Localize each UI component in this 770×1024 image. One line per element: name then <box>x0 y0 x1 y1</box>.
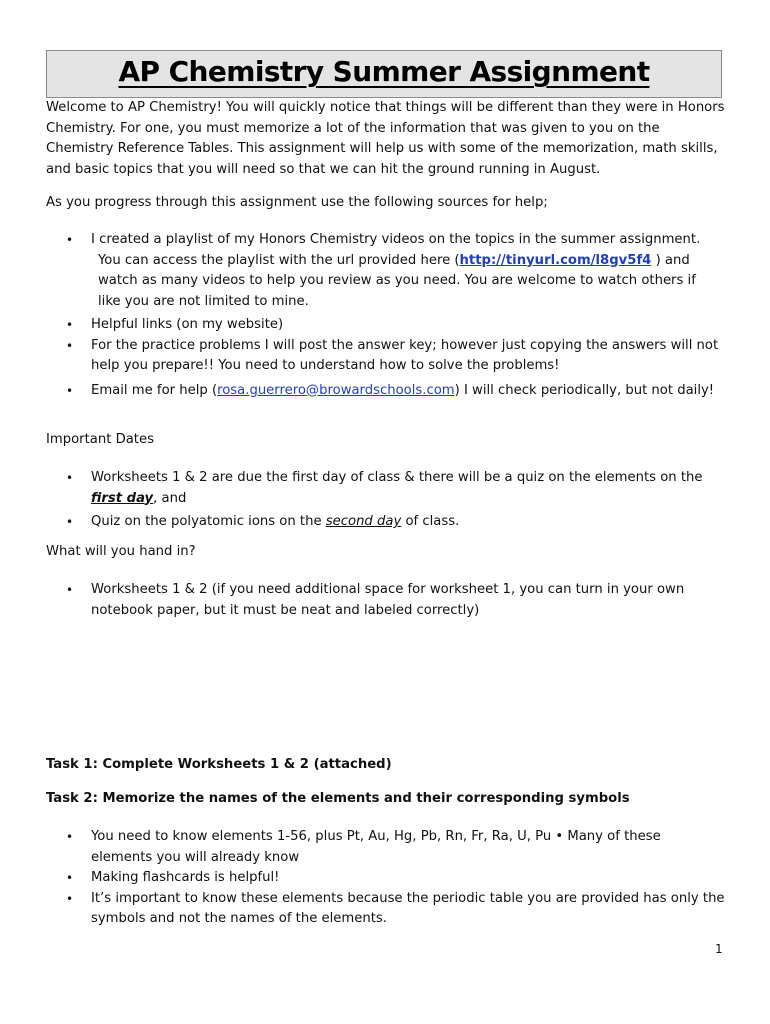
email-text-2: ) I will check periodically, but not daily! <box>454 382 715 398</box>
date-text: Worksheets 1 & 2 are due the first day of class & there will be a quiz on the elements on the <box>91 470 703 485</box>
date-emphasis: first day <box>91 490 154 506</box>
task-1 <box>46 755 726 776</box>
task-2-item: You need to know elements 1-56, plus Pt, Au, Hg, Pb, Rn, Fr, Ra, U, Pu • Many of these elements you will already know <box>91 829 661 865</box>
practice-text: For the practice problems I will post the answer key; however just copying the answers will not help you prepare!! You need to understand how to solve the problems! <box>91 337 719 373</box>
task-2-text: Task 2: Memorize the names of the elements and their corresponding symbols <box>46 791 630 806</box>
helpful-links-text: Helpful links (on my website) <box>91 317 284 332</box>
dates-list <box>46 468 726 533</box>
email-link[interactable]: rosa.guerrero@browardschools.com <box>217 382 455 398</box>
playlist-text-4: watch as many videos to help you review as you need. You are welcome to watch others if <box>98 273 696 288</box>
bullet-icon: • <box>66 471 74 485</box>
playlist-text-2: You can access the playlist with the url provided here ( <box>98 252 460 268</box>
handin-list <box>46 580 726 621</box>
list-item <box>46 580 726 621</box>
list-item <box>46 315 726 336</box>
list-item <box>46 381 726 402</box>
page-title: AP Chemistry Summer Assignment <box>118 55 650 88</box>
title-banner <box>46 50 722 98</box>
bullet-icon: • <box>66 515 74 529</box>
list-item <box>46 468 726 509</box>
bullet-icon: • <box>66 383 74 398</box>
playlist-text-5: like you are not limited to mine. <box>98 293 309 309</box>
task-2 <box>46 789 726 810</box>
dates-heading <box>46 430 726 451</box>
bullet-icon: • <box>66 318 74 332</box>
handin-heading <box>46 542 726 563</box>
list-item <box>46 868 726 889</box>
sources-intro <box>46 193 726 214</box>
task-1-text: Task 1: Complete Worksheets 1 & 2 (attached) <box>46 757 392 772</box>
handin-text: Worksheets 1 & 2 (if you need additional space for worksheet 1, you can turn in your own notebook paper, but it must be neat and labeled correctly) <box>91 582 685 618</box>
bullet-icon: • <box>66 830 74 844</box>
playlist-link[interactable]: http://tinyurl.com/l8gv5f4 <box>459 252 652 268</box>
dates-heading-text: Important Dates <box>46 432 154 447</box>
bullet-icon: • <box>66 583 74 597</box>
playlist-text-3: ) and <box>651 252 690 268</box>
bullet-icon: • <box>66 871 74 885</box>
bullet-icon: • <box>66 891 74 906</box>
intro-paragraph <box>46 98 726 180</box>
task-2-list <box>46 827 726 930</box>
task-2-item: It’s important to know these elements because the periodic table you are provided has only the symbols and not the names of the elements. <box>91 890 725 926</box>
list-item <box>46 230 726 312</box>
handin-heading-text: What will you hand in? <box>46 544 196 559</box>
date-emphasis: second day <box>325 514 402 529</box>
intro-text: Welcome to AP Chemistry! You will quickly notice that things will be different than they were in Honors Chemistry. For one, you must memorize a lot of the information that was given to you on the Chemistry Reference Tables. This assignment will help us with some of the memorization, math skills, and basic topics that you will need so that we can hit the ground running in August. <box>46 100 725 177</box>
sources-list <box>46 230 726 401</box>
task-2-item: Making flashcards is helpful! <box>91 870 280 885</box>
date-text-2: , and <box>153 490 187 506</box>
list-item <box>46 512 726 533</box>
date-text: Quiz on the polyatomic ions on the <box>91 514 326 529</box>
page-number: 1 <box>715 942 723 956</box>
date-text-2: of class. <box>401 514 460 529</box>
playlist-text: I created a playlist of my Honors Chemistry videos on the topics in the summer assignment. <box>91 232 701 247</box>
sources-intro-text: As you progress through this assignment use the following sources for help; <box>46 195 548 210</box>
list-item <box>46 889 726 930</box>
list-item <box>46 336 726 377</box>
bullet-icon: • <box>66 338 74 353</box>
bullet-icon: • <box>66 233 74 247</box>
list-item <box>46 827 726 868</box>
email-text: Email me for help ( <box>91 382 218 398</box>
